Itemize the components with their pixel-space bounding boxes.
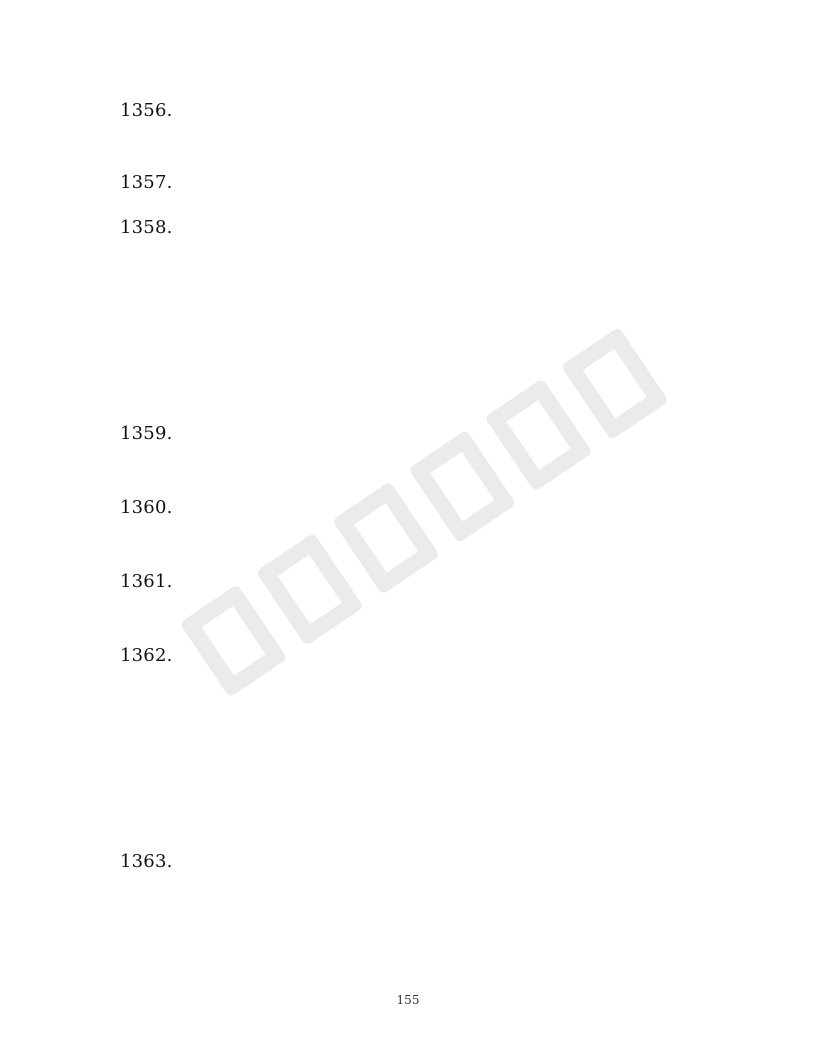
quote-number: 1363. <box>120 851 173 872</box>
quote-1357 <box>120 168 700 197</box>
quote-number: 1356. <box>120 100 173 121</box>
quote-number: 1361. <box>120 571 173 592</box>
quote-number: 1357. <box>120 172 173 193</box>
quote-1363 <box>120 847 700 876</box>
quote-1359 <box>120 419 700 448</box>
quote-1360 <box>120 493 700 522</box>
quote-number: 1360. <box>120 497 173 518</box>
quote-number: 1359. <box>120 423 173 444</box>
quote-1358 <box>120 213 700 242</box>
quote-1361 <box>120 567 700 596</box>
quote-number: 1362. <box>120 645 173 666</box>
quote-1356 <box>120 96 700 125</box>
page-number: 155 <box>396 993 420 1007</box>
quote-1362 <box>120 641 700 670</box>
quote-number: 1358. <box>120 217 173 238</box>
